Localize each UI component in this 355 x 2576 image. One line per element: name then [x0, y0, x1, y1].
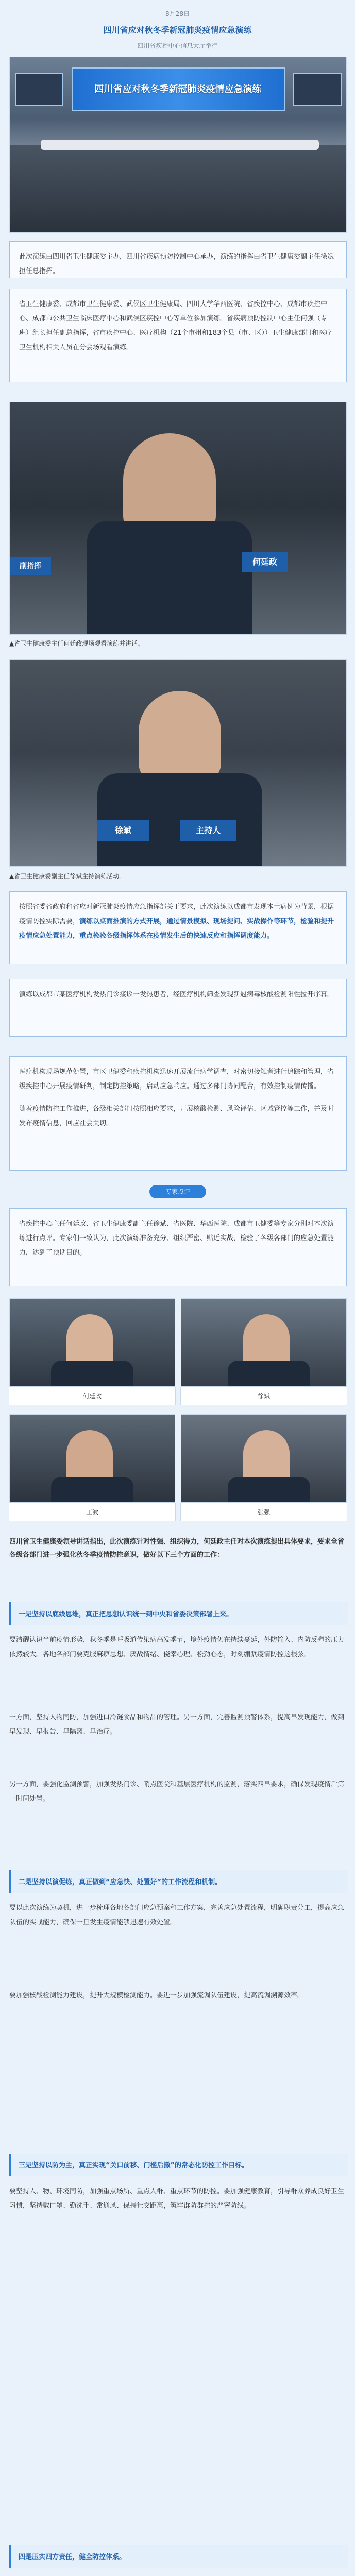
- grid-photo-4: [181, 1414, 347, 1503]
- drill-text-c: 医疗机构现场规范处置，市区卫健委和疾控机构迅速开展流行病学调查，对密切接触者进行追踪和管理，省级疾控中心开展疫情研判，制定防控策略，启动应急响应。通过多部门协同配合，有效控制疫情传播。: [19, 1068, 334, 1090]
- drill-banner: 四川省应对秋冬季新冠肺炎疫情应急演练: [94, 84, 262, 95]
- nameplate-speaker-2-role: [180, 820, 236, 841]
- nameplate-speaker-1: [242, 552, 288, 572]
- drill-text-box: [9, 891, 347, 964]
- nameplate-speaker-2-name: 徐斌: [114, 825, 131, 835]
- photo-control-room: [9, 57, 347, 233]
- grid-photo-3: [9, 1414, 175, 1503]
- section-1-head: [9, 1602, 348, 1625]
- photo-speaker-1: [9, 402, 347, 635]
- drill-text-d: 随着疫情防控工作推进，各级相关部门按照相应要求，开展核酸检测、风险评估、区域管控等工作，并及时发布疫情信息，回应社会关切。: [19, 1105, 334, 1127]
- section-3-title: 三是坚持以防为主，真正实现“关口前移、门槛后撤”的常态化防控工作目标。: [19, 2162, 249, 2170]
- section-1-para-1: 要清醒认识当前疫情形势，秋冬季是呼吸道传染病高发季节，境外疫情仍在持续蔓延，外防输入、内防反弹的压力依然较大。各地各部门要克服麻痹思想、厌战情绪、侥幸心理、松劲心态，时刻绷紧疫情防控这根弦。: [9, 1636, 345, 1658]
- section-1-para-2: 一方面，坚持人物同防，加强进口冷链食品和物品的管理。另一方面，完善监测预警体系，提高早发现能力，做到早发现、早报告、早隔离、早治疗。: [9, 1714, 345, 1736]
- intro-text: 此次演练由四川省卫生健康委主办，四川省疾病预防控制中心承办，演练的指挥由省卫生健康委副主任徐斌担任总指挥。: [19, 253, 334, 275]
- section-3-head: [9, 2154, 348, 2176]
- caption-speaker-2: ▲省卫生健康委副主任徐斌主持演练活动。: [9, 873, 126, 880]
- article-title: 四川省应对秋冬季新冠肺炎疫情应急演练: [103, 25, 252, 35]
- photo-speaker-2: [9, 659, 347, 867]
- article-date: 8月28日: [165, 10, 190, 18]
- nameplate-speaker-1-role-text: 副指挥: [20, 562, 41, 570]
- drill-paragraph-1: [10, 892, 346, 952]
- intro-text-box: [9, 241, 347, 278]
- review-text: 省疾控中心主任何廷政、省卫生健康委副主任徐斌、省医院、华西医院、成都市卫健委等专家分别对本次演练进行点评。专家们一致认为，此次演练准备充分、组织严密、贴近实战，检验了各级各部门的应急处置能力，达到了预期目的。: [19, 1220, 334, 1257]
- participants-text: 省卫生健康委、成都市卫生健康委、武侯区卫生健康局、四川大学华西医院、省疾控中心、成都市疾控中心、成都市公共卫生临床医疗中心和武侯区疾控中心等单位参加演练。省疾病预防控制中心主任何强（专班）组长担任副总指挥，省市疾控中心、医疗机构（21个市州和183个县（市、区））卫生健康部门和医疗卫生机构相关人员在分会场观看演练。: [19, 300, 332, 351]
- grid-caption-3: 王波: [9, 1503, 176, 1521]
- grid-photo-2: [181, 1298, 347, 1387]
- nameplate-speaker-1-role: [10, 557, 51, 575]
- section-2-para-1: 要以此次演练为契机，进一步梳理各地各部门应急预案和工作方案，完善应急处置流程，明确职责分工，提高应急队伍的实战能力，确保一旦发生疫情能够迅速有效处置。: [9, 1904, 345, 1926]
- drill-text-b-box: [9, 979, 347, 1037]
- grid-caption-1: 何廷政: [9, 1387, 176, 1405]
- summary-bold-text: 四川省卫生健康委领导讲话指出，此次演练针对性强、组织得力，何廷政主任对本次演练提出具体要求，要求全省各级各部门进一步强化秋冬季疫情防控意识，做好以下三个方面的工作：: [9, 1538, 345, 1559]
- grid-photo-1: [9, 1298, 175, 1387]
- drill-text-a: 按照省委省政府和省应对新冠肺炎疫情应急指挥部关于要求，此次演练以成都市发现本土病例为背景，根据疫情防控实际需要，: [19, 903, 334, 925]
- drill-text-c-box: [9, 1056, 347, 1171]
- section-4-head: [9, 2545, 348, 2568]
- caption-speaker-1: ▲省卫生健康委主任何廷政现场观看演练并讲话。: [9, 640, 144, 647]
- nameplate-speaker-2: [97, 820, 149, 841]
- nameplate-speaker-2-role-text: 主持人: [195, 825, 221, 835]
- section-4-title: 四是压实四方责任，健全防控体系。: [19, 2553, 126, 2561]
- section-2-title: 二是坚持以演促练，真正做到“应急快、处置好”的工作流程和机制。: [19, 1878, 222, 1886]
- article-source: 四川省疾控中心信息大厅举行: [137, 42, 218, 49]
- section-2-para-2: 要加强核酸检测能力建设，提升大规模检测能力。要进一步加强流调队伍建设，提高流调溯源效率。: [9, 1992, 305, 1999]
- grid-caption-2: 徐斌: [180, 1387, 347, 1405]
- expert-review-pill: 专家点评: [149, 1185, 206, 1198]
- drill-text-b: 演练以成都市某医疗机构发热门诊接诊一发热患者，经医疗机构筛查发现新冠病毒核酸检测阳性拉开序幕。: [19, 991, 334, 998]
- grid-caption-4: 张强: [180, 1503, 347, 1521]
- participants-text-box: [9, 289, 347, 382]
- drill-text-highlight: 演练以桌面推演的方式开展，通过情景模拟、现场提问、实战操作等环节，检验和提升疫情应急处置能力，重点检验各级指挥体系在疫情发生后的快速反应和指挥调度能力。: [19, 918, 334, 940]
- section-2-head: [9, 1870, 348, 1893]
- section-1-para-3: 另一方面，要强化监测预警，加强发热门诊、哨点医院和基层医疗机构的监测，落实四早要求，确保发现疫情后第一时间处置。: [9, 1781, 345, 1803]
- section-1-title: 一是坚持以底线思维，真正把思想认识统一到中央和省委决策部署上来。: [19, 1611, 233, 1618]
- section-3-para-1: 要坚持人、物、环境同防，加强重点场所、重点人群、重点环节的防控。要加强健康教育，引导群众养成良好卫生习惯，坚持戴口罩、勤洗手、常通风、保持社交距离，筑牢群防群控的严密防线。: [9, 2188, 345, 2210]
- review-text-box: [9, 1208, 347, 1286]
- nameplate-speaker-1-name: 何廷政: [252, 557, 277, 567]
